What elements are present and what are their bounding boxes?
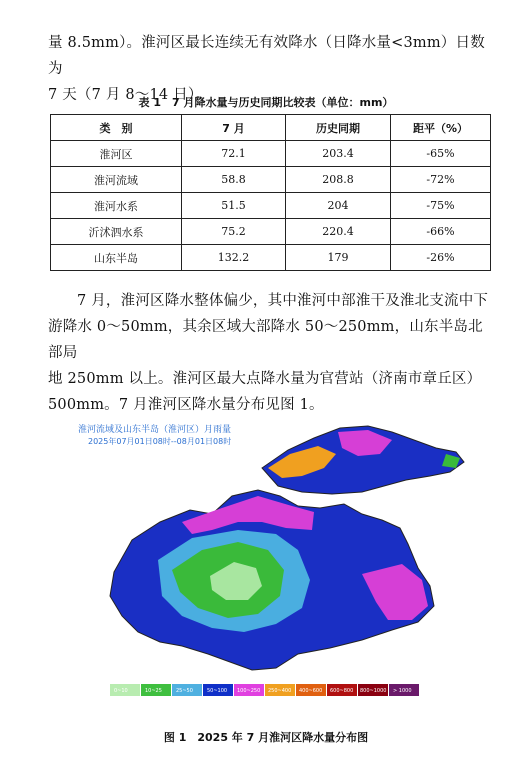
cell-category: 山东半岛 bbox=[51, 245, 182, 271]
map-title: 淮河流域及山东半岛（淮河区）月雨量 bbox=[78, 425, 232, 435]
cell-july: 72.1 bbox=[182, 141, 286, 167]
paragraph-1-line-2: 7 天（7 月 8～14 日）。 bbox=[48, 87, 211, 103]
legend-label-0: 0~10 bbox=[114, 688, 128, 694]
legend-label-5: 250~400 bbox=[268, 688, 292, 694]
legend-label-6: 400~600 bbox=[299, 688, 323, 694]
figure-caption: 图 1 2025 年 7 月淮河区降水量分布图 bbox=[163, 731, 369, 744]
column-header-category: 类 别 bbox=[51, 115, 182, 141]
column-header-july: 7 月 bbox=[182, 115, 286, 141]
cell-historical: 179 bbox=[286, 245, 391, 271]
paragraph-2 bbox=[48, 288, 496, 418]
cell-category: 淮河区 bbox=[51, 141, 182, 167]
table-row bbox=[51, 167, 491, 193]
cell-anomaly: -72% bbox=[391, 167, 491, 193]
cell-anomaly: -26% bbox=[391, 245, 491, 271]
paragraph-2-line-3: 地 250mm 以上。淮河区最大点降水量为官营站（济南市章丘区） bbox=[48, 371, 482, 387]
legend-label-7: 600~800 bbox=[330, 688, 354, 694]
cell-historical: 203.4 bbox=[286, 141, 391, 167]
cell-category: 淮河水系 bbox=[51, 193, 182, 219]
paragraph-1-line-1: 量 8.5mm）。淮河区最长连续无有效降水（日降水量<3mm）日数为 bbox=[48, 35, 485, 77]
paragraph-2-line-4: 500mm。7 月淮河区降水量分布见图 1。 bbox=[48, 397, 324, 413]
paragraph-2-line-2: 游降水 0～50mm，其余区域大部降水 50～250mm，山东半岛北部局 bbox=[48, 319, 483, 361]
cell-anomaly: -66% bbox=[391, 219, 491, 245]
cell-july: 132.2 bbox=[182, 245, 286, 271]
cell-anomaly: -75% bbox=[391, 193, 491, 219]
cell-july: 58.8 bbox=[182, 167, 286, 193]
rainfall-map bbox=[62, 410, 470, 710]
cell-anomaly: -65% bbox=[391, 141, 491, 167]
cell-historical: 208.8 bbox=[286, 167, 391, 193]
cell-category: 沂沭泗水系 bbox=[51, 219, 182, 245]
legend-label-9: > 1000 bbox=[393, 688, 412, 694]
paragraph-2-line-1: 7 月，淮河区降水整体偏少，其中淮河中部淮干及淮北支流中下 bbox=[77, 293, 489, 309]
table-row bbox=[51, 141, 491, 167]
legend-label-1: 10~25 bbox=[145, 688, 162, 694]
cell-july: 75.2 bbox=[182, 219, 286, 245]
precipitation-comparison-table bbox=[50, 114, 491, 271]
column-header-anomaly: 距平（%） bbox=[391, 115, 491, 141]
cell-category: 淮河流域 bbox=[51, 167, 182, 193]
legend-label-4: 100~250 bbox=[237, 688, 261, 694]
legend-label-2: 25~50 bbox=[176, 688, 193, 694]
table-row bbox=[51, 193, 491, 219]
table-row bbox=[51, 245, 491, 271]
column-header-historical: 历史同期 bbox=[286, 115, 391, 141]
legend-label-8: 800~1000 bbox=[360, 688, 387, 694]
map-legend bbox=[110, 684, 419, 696]
cell-july: 51.5 bbox=[182, 193, 286, 219]
map-subtitle: 2025年07月01日08时--08月01日08时 bbox=[88, 437, 232, 446]
table-header-row bbox=[51, 115, 491, 141]
table-caption: 表 1 7 月降水量与历史同期比较表（单位：mm） bbox=[138, 96, 394, 109]
cell-historical: 204 bbox=[286, 193, 391, 219]
table-row bbox=[51, 219, 491, 245]
cell-historical: 220.4 bbox=[286, 219, 391, 245]
legend-label-3: 50~100 bbox=[207, 688, 228, 694]
rainfall-map-figure bbox=[62, 410, 470, 710]
